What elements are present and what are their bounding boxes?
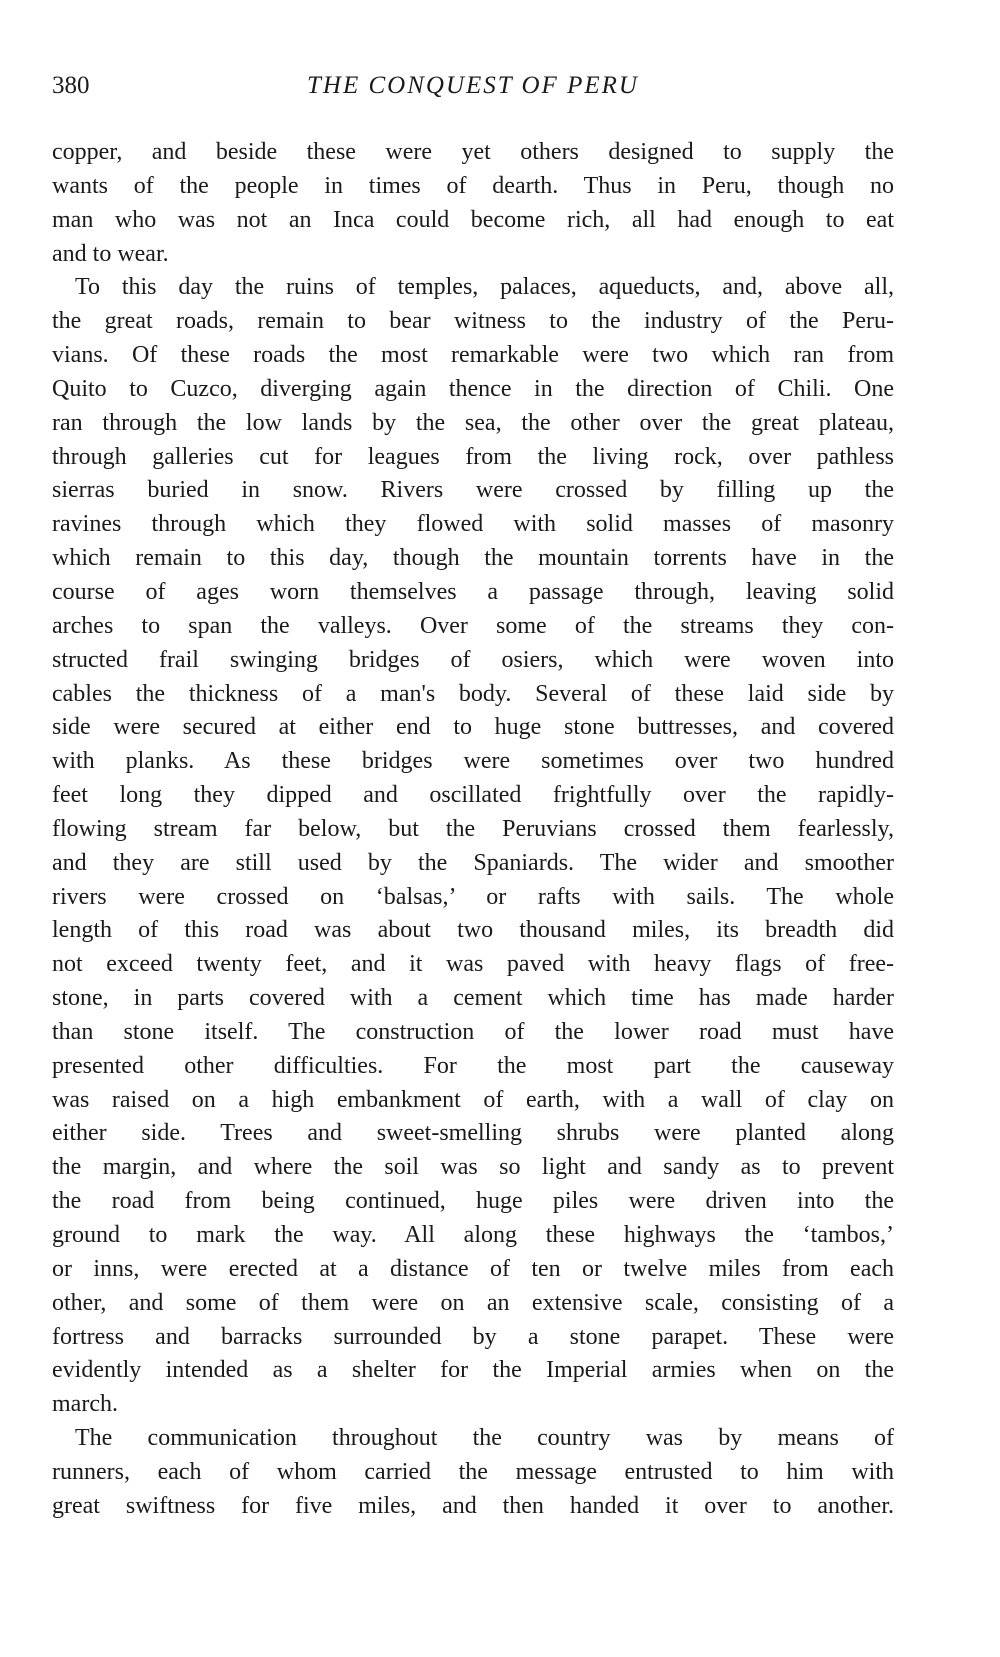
text-line: ground to mark the way. All along these highways the ‘tambos,’ bbox=[52, 1222, 894, 1248]
text-line: the margin, and where the soil was so light and sandy as to prevent bbox=[52, 1154, 894, 1181]
text-line: length of this road was about two thousand miles, its breadth did bbox=[52, 917, 894, 944]
text-line: flowing stream far below, but the Peruvians crossed them fearlessly, bbox=[52, 815, 894, 842]
text-line: or inns, were erected at a distance of ten or twelve miles from each bbox=[52, 1255, 894, 1282]
text-line: the road from being continued, huge piles were driven into the bbox=[52, 1188, 894, 1215]
text-line: ran through the low lands by the sea, the other over the great plateau, bbox=[52, 409, 894, 436]
text-line: course of ages worn themselves a passage through, leaving solid bbox=[52, 578, 894, 605]
text-line: rivers were crossed on ‘balsas,’ or rafts with sails. The whole bbox=[52, 883, 894, 910]
text-line: sierras buried in snow. Rivers were crossed by filling up the bbox=[52, 477, 894, 504]
text-line: Quito to Cuzco, diverging again thence in the direction of Chili. One bbox=[52, 375, 894, 402]
text-line: was raised on a high embankment of earth, with a wall of clay on bbox=[52, 1086, 894, 1113]
text-line: stone, in parts covered with a cement which time has made harder bbox=[52, 985, 894, 1012]
text-line: man who was not an Inca could become rich, all had enough to eat bbox=[52, 206, 894, 233]
text-line: great swiftness for five miles, and then handed it over to another. bbox=[52, 1492, 894, 1519]
text-line: than stone itself. The construction of the lower road must have bbox=[52, 1018, 894, 1045]
text-line: march. bbox=[52, 1391, 118, 1418]
text-line: vians. Of these roads the most remarkable were two which ran from bbox=[52, 342, 894, 369]
page-number: 380 bbox=[52, 72, 90, 99]
text-line: evidently intended as a shelter for the Imperial armies when on the bbox=[52, 1357, 894, 1384]
running-header bbox=[52, 72, 894, 106]
text-line: The communication throughout the country was by means of bbox=[75, 1425, 894, 1452]
text-line: and to wear. bbox=[52, 240, 169, 267]
text-line: either side. Trees and sweet-smelling shrubs were planted along bbox=[52, 1120, 894, 1147]
text-line: not exceed twenty feet, and it was paved with heavy flags of free- bbox=[52, 951, 894, 978]
text-line: the great roads, remain to bear witness to the industry of the Peru- bbox=[52, 308, 894, 335]
text-line: copper, and beside these were yet others designed to supply the bbox=[52, 139, 894, 165]
text-line: wants of the people in times of dearth. Thus in Peru, though no bbox=[52, 172, 894, 199]
text-line: cables the thickness of a man's body. Several of these laid side by bbox=[52, 680, 894, 707]
text-line: runners, each of whom carried the message entrusted to him with bbox=[52, 1458, 894, 1485]
text-line: feet long they dipped and oscillated frightfully over the rapidly- bbox=[52, 782, 894, 809]
text-line: fortress and barracks surrounded by a stone parapet. These were bbox=[52, 1323, 894, 1350]
text-line: ravines through which they flowed with solid masses of masonry bbox=[52, 511, 894, 538]
running-title: THE CONQUEST OF PERU bbox=[307, 72, 639, 99]
text-line: side were secured at either end to huge stone buttresses, and covered bbox=[52, 714, 894, 741]
text-line: presented other difficulties. For the most part the causeway bbox=[52, 1052, 894, 1079]
text-line: arches to span the valleys. Over some of the streams they con- bbox=[52, 612, 894, 639]
text-line: structed frail swinging bridges of osiers, which were woven into bbox=[52, 646, 894, 673]
text-line: To this day the ruins of temples, palaces, aqueducts, and, above all, bbox=[75, 274, 894, 301]
text-line: with planks. As these bridges were sometimes over two hundred bbox=[52, 748, 894, 775]
text-line: through galleries cut for leagues from the living rock, over pathless bbox=[52, 443, 894, 470]
text-line: which remain to this day, though the mountain torrents have in the bbox=[52, 545, 894, 572]
text-line: and they are still used by the Spaniards. The wider and smoother bbox=[52, 849, 894, 876]
body-text bbox=[52, 136, 894, 1524]
text-line: other, and some of them were on an extensive scale, consisting of a bbox=[52, 1289, 894, 1316]
